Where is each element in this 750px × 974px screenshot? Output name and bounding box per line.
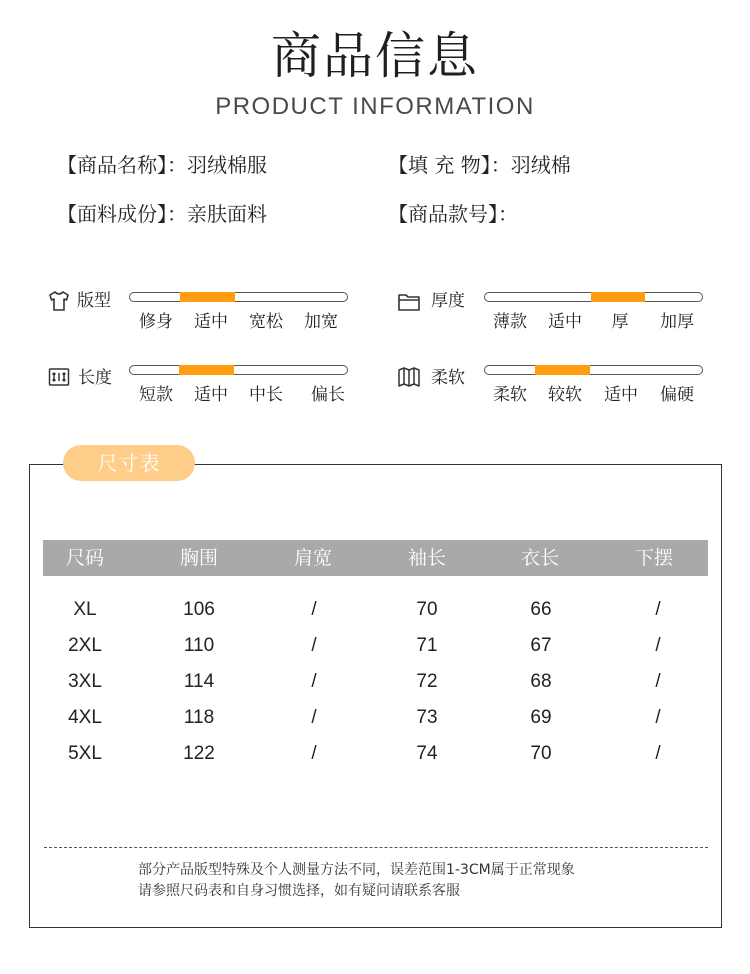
column-header: 尺码 xyxy=(65,547,105,569)
table-cell: XL xyxy=(73,599,97,620)
option-label: 厚 xyxy=(611,312,629,332)
table-cell: 72 xyxy=(416,671,438,692)
column-header: 肩宽 xyxy=(293,547,333,569)
option-label: 薄款 xyxy=(493,312,527,332)
option-label: 适中 xyxy=(194,312,228,332)
table-cell: 122 xyxy=(183,743,215,764)
folder-icon xyxy=(397,290,421,314)
size-table-frame xyxy=(29,464,722,928)
table-cell: / xyxy=(655,671,661,692)
table-cell: / xyxy=(311,671,317,692)
option-label: 适中 xyxy=(604,385,638,405)
table-cell: 110 xyxy=(183,635,215,656)
attribute-label: 版型 xyxy=(77,291,111,311)
size-table-header xyxy=(43,540,708,576)
column-header: 衣长 xyxy=(520,547,560,569)
table-cell: 70 xyxy=(530,743,552,764)
table-cell: 68 xyxy=(530,671,552,692)
option-label: 加宽 xyxy=(304,312,338,332)
info-filling: 【填 充 物】：羽绒棉 xyxy=(388,153,571,177)
page-subtitle: PRODUCT INFORMATION xyxy=(215,93,535,120)
attribute-level-fill xyxy=(591,292,645,302)
option-label: 宽松 xyxy=(249,312,283,332)
notes-divider xyxy=(44,847,708,848)
ruler-icon xyxy=(47,365,71,389)
table-cell: / xyxy=(655,635,661,656)
option-label: 加厚 xyxy=(660,312,694,332)
attribute-level-bar xyxy=(129,365,348,375)
table-cell: / xyxy=(311,635,317,656)
option-label: 柔软 xyxy=(493,385,527,405)
table-cell: / xyxy=(655,599,661,620)
table-cell: / xyxy=(311,599,317,620)
attribute-label: 长度 xyxy=(78,368,112,388)
table-cell: 66 xyxy=(530,599,552,620)
table-cell: / xyxy=(655,707,661,728)
table-cell: 106 xyxy=(183,599,215,620)
attribute-level-bar xyxy=(129,292,348,302)
table-cell: 73 xyxy=(416,707,438,728)
option-label: 修身 xyxy=(139,312,173,332)
column-header: 胸围 xyxy=(179,547,219,569)
attribute-level-fill xyxy=(180,292,235,302)
contact-note: 请参照尺码表和自身习惯选择，如有疑问请联系客服 xyxy=(138,883,460,899)
table-cell: / xyxy=(655,743,661,764)
table-cell: 67 xyxy=(530,635,552,656)
column-header: 下摆 xyxy=(634,547,674,569)
table-cell: / xyxy=(311,743,317,764)
info-product-name: 【商品名称】：羽绒棉服 xyxy=(57,153,267,177)
option-label: 中长 xyxy=(249,385,283,405)
info-fabric: 【面料成份】：亲肤面料 xyxy=(57,202,267,226)
table-cell: 71 xyxy=(416,635,438,656)
option-label: 较软 xyxy=(548,385,582,405)
table-cell: 69 xyxy=(530,707,552,728)
size-table-tab: 尺寸表 xyxy=(63,445,195,481)
table-cell: 5XL xyxy=(68,743,102,764)
attribute-level-fill xyxy=(179,365,234,375)
table-cell: 114 xyxy=(183,671,215,692)
column-header: 袖长 xyxy=(407,547,447,569)
table-cell: 4XL xyxy=(68,707,102,728)
option-label: 短款 xyxy=(139,385,173,405)
option-label: 偏长 xyxy=(311,385,345,405)
option-label: 偏硬 xyxy=(660,385,694,405)
table-cell: / xyxy=(311,707,317,728)
option-label: 适中 xyxy=(194,385,228,405)
attribute-level-fill xyxy=(535,365,590,375)
attribute-label: 柔软 xyxy=(431,368,465,388)
attribute-label: 厚度 xyxy=(431,291,465,311)
option-label: 适中 xyxy=(548,312,582,332)
attribute-level-bar xyxy=(484,365,703,375)
measurement-note: 部分产品版型特殊及个人测量方法不同，误差范围1-3CM属于正常现象 xyxy=(138,862,575,878)
fabric-icon xyxy=(397,365,421,389)
shirt-icon xyxy=(47,289,71,313)
table-cell: 118 xyxy=(183,707,215,728)
info-model-number: 【商品款号】： xyxy=(388,202,518,226)
table-cell: 70 xyxy=(416,599,438,620)
page-title: 商品信息 xyxy=(271,27,479,85)
table-cell: 2XL xyxy=(68,635,102,656)
table-cell: 3XL xyxy=(68,671,102,692)
attribute-level-bar xyxy=(484,292,703,302)
table-cell: 74 xyxy=(416,743,438,764)
